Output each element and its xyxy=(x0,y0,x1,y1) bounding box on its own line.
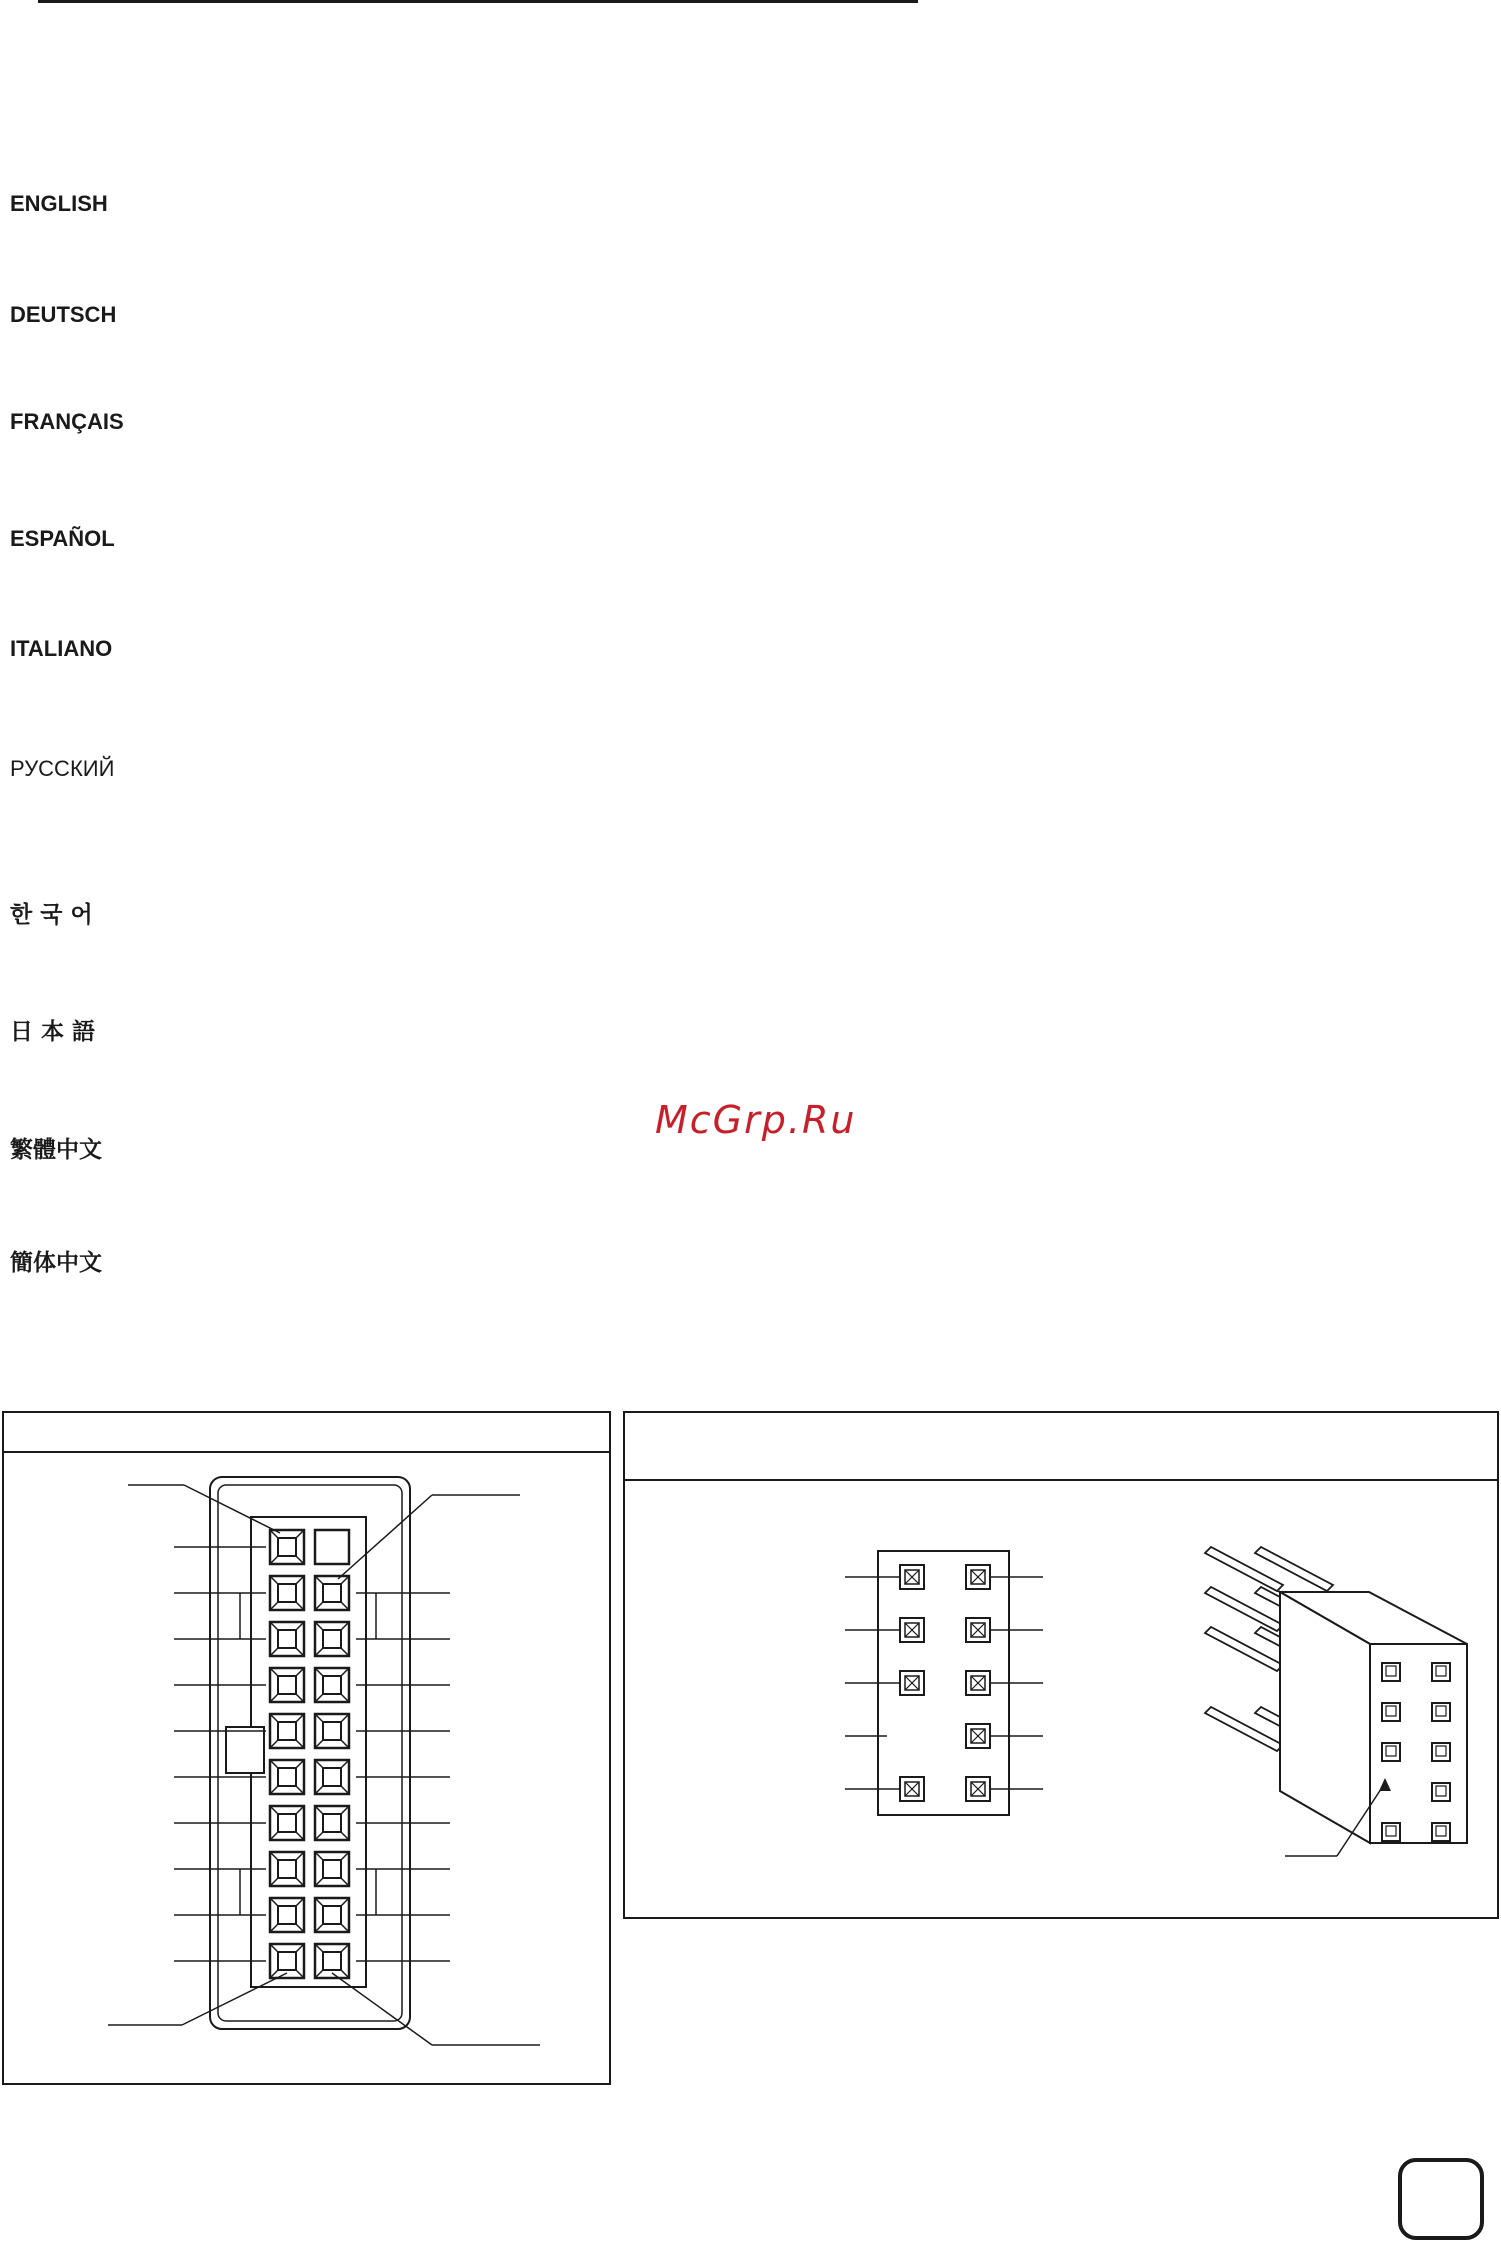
callout-line xyxy=(182,1973,287,2025)
callout-line xyxy=(332,1973,432,2045)
top-rule xyxy=(38,0,918,3)
language-heading-deutsch: DEUTSCH xyxy=(10,302,117,327)
page-number-badge xyxy=(1398,2158,1484,2240)
connector-diagram-panel-right xyxy=(623,1411,1499,1919)
language-heading-francais: FRANÇAIS xyxy=(10,409,124,434)
language-heading-espanol: ESPAÑOL xyxy=(10,526,115,551)
language-heading-english: ENGLISH xyxy=(10,191,108,216)
callout-line xyxy=(184,1485,280,1533)
10-pin-header-diagram-icon xyxy=(625,1413,1497,1917)
watermark: McGrp.Ru xyxy=(655,1098,857,1142)
language-heading-russian: РУССКИЙ xyxy=(10,756,115,781)
connector-diagram-panel-left xyxy=(2,1411,611,2085)
language-heading-korean: 한 국 어 xyxy=(10,902,93,928)
polarization-key xyxy=(226,1727,264,1773)
language-heading-japanese: 日 本 語 xyxy=(10,1019,96,1045)
pin-empty xyxy=(315,1530,349,1564)
language-heading-trad-chinese: 繁體中文 xyxy=(10,1137,102,1163)
language-heading-italiano: ITALIANO xyxy=(10,636,113,661)
20-pin-connector-diagram-icon xyxy=(4,1413,609,2083)
callout-line xyxy=(338,1495,432,1579)
language-heading-simp-chinese: 簡体中文 xyxy=(10,1250,102,1276)
